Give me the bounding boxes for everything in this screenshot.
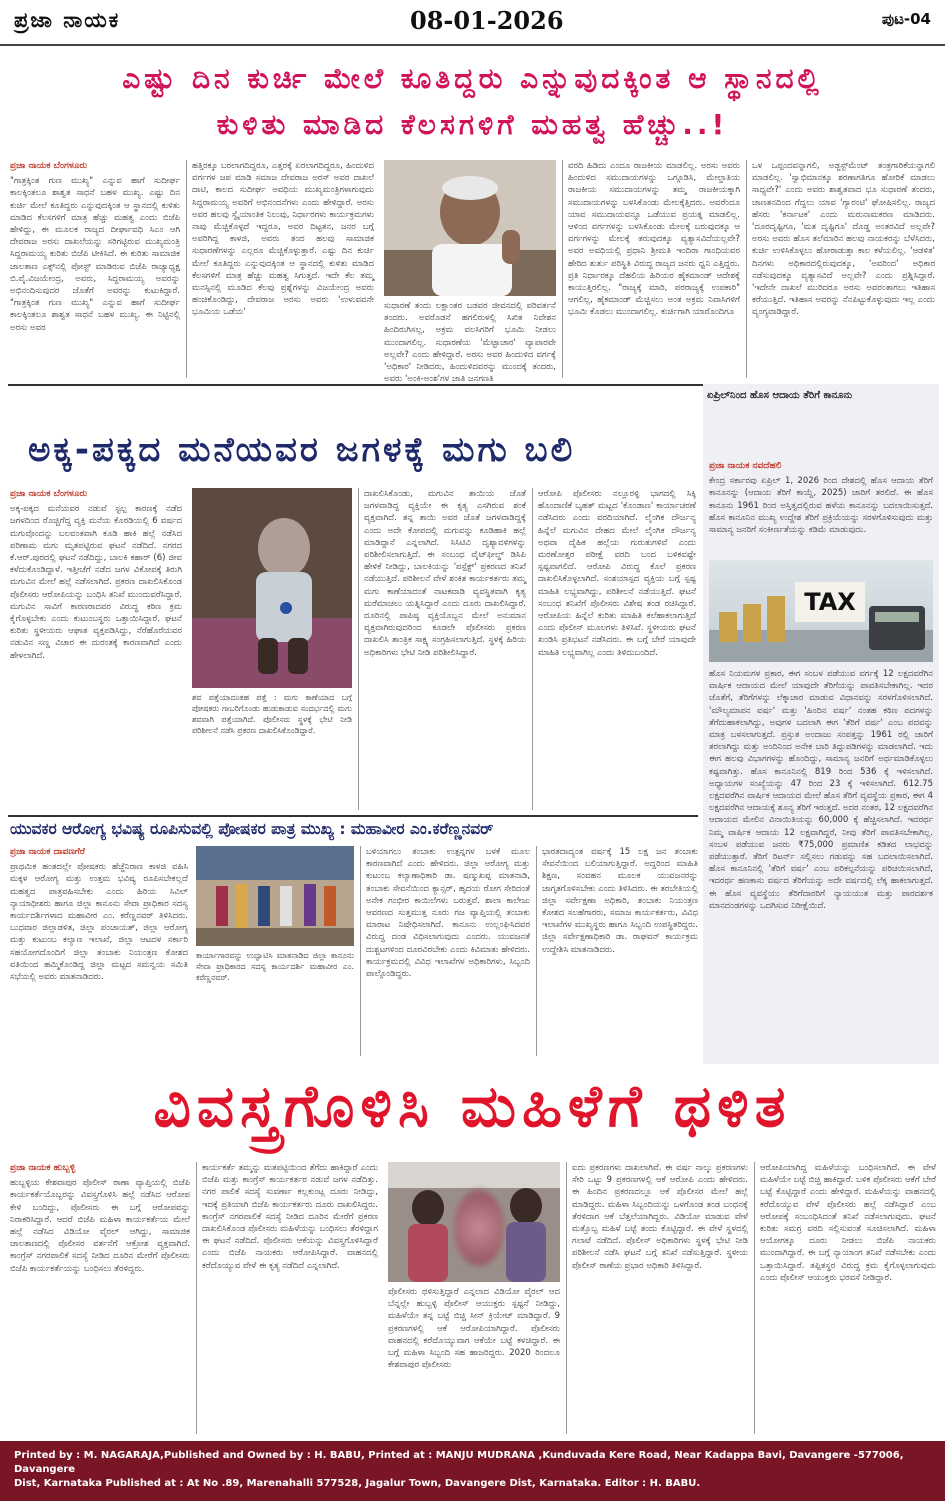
- article4-column-5: [760, 1162, 936, 1434]
- article1-text-col3: ಸುಧಾರಣೆ ತಂದು ಲಕ್ಷಾಂತರ ಬಡವರ ಜೀವನದಲ್ಲಿ ಪರಿವರ್ತನೆ ತಂದರು. ಅವರೊಡನೆ ಹಗಲಿರುಳಲ್ಲಿ ಸಿಖಿತ ನಿವೇಶನ ಹಿಂದಿರುಗಿಸಲ್ಲ, ಅಕ್ರಮ ವಲಸಿಗರಿಗೆ ಭೂಮಿ ನೀಡಲು ಮುಂದಾಗಲಿಲ್ಲ. ಸುಧಾರಣೆಯ 'ಮೆಟ್ಟಾಚಾರ' ವ್ಯಾಪಾರವೇ ಅಲ್ಲವೇ? ಎಂದು ಹೇಳಿದ್ದಾರೆ. ಅರಸು ಅವರ ಹಿಂದುಳಿದ ವರ್ಗಕ್ಕೆ 'ಅಧಿಕಾರ' ನೀಡಿದರು, ಹಿಂದುಳಿದವರನ್ನು ಮುಂದಕ್ಕೆ ತಂದರು, ಅವರು 'ಅಂಕಿ-ಅಂಶ'ಗಳ ಜಾತಿ ಜನಗಣತಿ: [384, 301, 556, 385]
- child-photo-blurred: [192, 488, 352, 688]
- article1-byline: ಪ್ರಜಾ ನಾಯಕ ಬೆಂಗಳೂರು: [10, 161, 88, 171]
- column-divider: [358, 488, 359, 810]
- page-number: ಪುಟ-04: [881, 10, 931, 28]
- tax-text-1: ಕೇಂದ್ರ ಸರ್ಕಾರವು ಏಪ್ರಿಲ್ 1, 2026 ರಿಂದ ದೇಶದಲ್ಲಿ ಹೊಸ ಆದಾಯ ತೆರಿಗೆ ಕಾನೂನನ್ನು (ಆದಾಯ ತೆರಿಗೆ ಕಾಯ್ದೆ, 2025) ಜಾರಿಗೆ ತರಲಿದೆ. ಈ ಹೊಸ ಕಾನೂನು 1961 ರಿಂದ ಅಸ್ತಿತ್ವದಲ್ಲಿರುವ ಹಳೆಯ ಕಾನೂನನ್ನು ಬದಲಾಯಿಸುತ್ತದೆ. ಹೊಸ ಕಾನೂನಿನ ಮುಖ್ಯ ಉದ್ದೇಶ ತೆರಿಗೆ ಪ್ರಕ್ರಿಯೆಯನ್ನು ಸರಳಗೊಳಿಸುವುದು ಮತ್ತು ಸಾಮಾನ್ಯ ಜನರಿಗೆ ಸಂಕೀರ್ಣತೆಯನ್ನು ಕಡಿಮೆ ಮಾಡುವುದು.: [709, 476, 933, 536]
- tax-sidebar-body: [709, 668, 933, 1058]
- column-divider: [196, 1162, 197, 1434]
- article3-photo: [196, 846, 354, 946]
- column-divider: [360, 846, 361, 1056]
- tax-sidebar: [703, 384, 939, 1064]
- article1-text-col2: ಹತ್ತಿರಕ್ಕೂ ಬರಲಾಗದಿದ್ದರೂ, ಎತ್ತರಕ್ಕೆ ಏರಲಾಗದಿದ್ದರೂ, ಹಿಂದುಳಿದ ವರ್ಗಗಳ ಜಪ ಮಾಡಿ ಸಮಾಜ ದೇವರಾಜ ಅರಸ್ ಅವರ ದಾಖಲೆ ದಾಟಿ, ಕಾಲದ ಸುದೀರ್ಘ ಅವಧಿಯ ಮುಖ್ಯಮಂತ್ರಿಗಳಾಗುವುದು ಸಿದ್ದರಾಮಯ್ಯ ಅವರಿಗೆ ಅಭಿನಂದನೆಗಳು ಎಂದು ಹೇಳಿದ್ದಾರೆ. ಅರಸು ಅವರ ಹಲವು ಸ್ವೈಯಾಂತಿಕ ನಿಲುವು, ನಿರ್ಧಾರಗಳು ಕಾರ್ಯಕ್ರಮಗಳು ನಾವು ಮೆಚ್ಚಿಕೊಳ್ಳದೆ ಇದ್ದರೂ, ಅವರ ದಿಟ್ಟತನ, ಜನರ ಬಗ್ಗೆ ಅವರಿಗಿದ್ದ ಕಾಳಜಿ, ಅವರು ತಂದ ಹಲವು ಸಾಮಾಜಿಕ ಸುಧಾರಣೆಗಳನ್ನು ಎಲ್ಲರೂ ಮೆಚ್ಚಿಕೊಳ್ಳುತ್ತಾರೆ. ಎಷ್ಟು ದಿನ ಕುರ್ಚಿ ಮೇಲೆ ಕೂತಿದ್ದರು ಎನ್ನುವುದಕ್ಕಿಂತ ಆ ಸ್ಥಾನದಲ್ಲಿ ಕುಳಿತು ಮಾಡಿದ ಕೆಲಸಗಳಿಗೆ ಮಾತ್ರ ಹೆಚ್ಚು ಮಹತ್ವ ಸಿಗುತ್ತದೆ. ಇದೇ ಕೆಲ ತಮ್ಮ ಮನಸ್ಸಿನಲ್ಲಿ ಮೂಡಿದ ಕೆಲವು ಪ್ರಶ್ನೆಗಳನ್ನು ವಿಜಯೇಂದ್ರ ಅವರು ಹಂಚಿಕೊಂಡಿದ್ದು, ದೇವರಾಜ ಅರಸು ಅವರು 'ಉಳುವವನೇ ಭೂಮಿಯ ಒಡೆಯ': [192, 161, 374, 318]
- article1-column-5: [752, 160, 935, 378]
- masthead: [0, 0, 945, 46]
- column-divider: [566, 1162, 567, 1434]
- tax-image: [709, 560, 933, 662]
- tax-sidebar-title: ಏಪ್ರಿಲ್‌ನಿಂದ ಹೊಸ ಆದಾಯ ತೆರಿಗೆ ಕಾನೂನು: [707, 390, 853, 401]
- section-divider: [8, 815, 698, 817]
- article2-text-col3: ಆರೋಪಿ ಪೊಲೀಸರು ನಲ್ಲೂರಳ್ಳಿ ಭಾಗದಲ್ಲಿ ಸಿಕ್ಕಿ ಹೊಂದಾಣಿಕೆ ಬೃಹತ್ ಮಟ್ಟದ 'ಕೊಂಡಾಣ' ಕಾರ್ಯಾಚರಣೆ ನಡೆಸಿದರು ಎಂದು ವರದಿಯಾಗಿದೆ. ಲೈಂಗಿಕ ದೌರ್ಜನ್ಯ ಹಿನ್ನೆಲೆ ಮಗುವಿನ ದೇಹದ ಮೇಲೆ ಲೈಂಗಿಕ ದೌರ್ಜನ್ಯ ಅಥವಾ ದೈಹಿಕ ಹಲ್ಲೆಯ ಗುರುತುಗಳಿವೆ ಎಂದು ಮರಣೋತ್ತರ ಪರೀಕ್ಷೆ ವರದಿ ಬಂದ ಬಳಿಕವಷ್ಟೇ ಸ್ಪಷ್ಟವಾಗಲಿದೆ. ಆರೋಪಿ ವಿರುದ್ಧ ಕೊಲೆ ಪ್ರಕರಣ ದಾಖಲಿಸಿಕೊಳ್ಳಲಾಗಿದೆ. ಸಂಶಯಾಸ್ಪದ ವ್ಯಕ್ತಿಯ ಬಗ್ಗೆ ಸ್ಪಷ್ಟ ಮಾಹಿತಿ ಲಭ್ಯವಾಗಿದ್ದು, ಪರಿಶೀಲನೆ ನಡೆಯುತ್ತಿದೆ. ಘಟನೆ ಸಂಬಂಧ ತನಿಖೆಗೆ ಪೊಲೀಸರು ವಿಶೇಷ ತಂಡ ರಚಿಸಿದ್ದಾರೆ. ಆರೋಪಿಯ ಹಿನ್ನೆಲೆ ಕುರಿತು ಮಾಹಿತಿ ಕಲೆಹಾಕಲಾಗುತ್ತಿದೆ ಎಂದು ಪೊಲೀಸ್ ಮೂಲಗಳು ತಿಳಿಸಿವೆ. ಸ್ಥಳೀಯರು ಘಟನೆ ಖಂಡಿಸಿ ಪ್ರತಿಭಟನೆ ನಡೆಸಿದರು. ಈ ಬಗ್ಗೆ ಬೇರೆ ಯಾವುದೇ ಮಾಹಿತಿ ಲಭ್ಯವಾಗಿಲ್ಲ ಎಂದು ತಿಳಿದುಬಂದಿದೆ.: [538, 489, 696, 658]
- article2-photo: [192, 488, 352, 688]
- column-divider: [536, 846, 537, 1056]
- article1-column-4: [568, 160, 740, 378]
- article1-text-col1: "ಗಾತ್ರಕ್ಕಿಂತ ಗುಣ ಮುಖ್ಯ" ಎನ್ನುವ ಹಾಗೆ ಸುದೀರ್ಘ ಕಾಲಕ್ಕಿಂತಲೂ ಶಾಶ್ವತ ಸಾಧನೆ ಬಹಳ ಮುಖ್ಯ. ಎಷ್ಟು ದಿನ ಕುರ್ಚಿ ಮೇಲೆ ಕೂತಿದ್ದರು ಎನ್ನುವುದಕ್ಕಿಂತ ಆ ಸ್ಥಾನದಲ್ಲಿ ಕುಳಿತು ಮಾಡಿದ ಕೆಲಸಗಳಿಗೆ ಮಾತ್ರ ಹೆಚ್ಚು ಮಹತ್ವ ಎಂದು ಬಿಜೆಪಿ ಹೇಳಿದ್ದು, ಈ ಮೂಲಕ ರಾಜ್ಯದ ದೀರ್ಘಾವಧಿ ಸಿಎಂ ಆಗಿ ದೇವರಾಜ ಅರಸು ದಾಖಲೆಯನ್ನು ಸರಿಗಟ್ಟಿರುವ ಮುಖ್ಯಮಂತ್ರಿ ಸಿದ್ದರಾಮಯ್ಯ ಕುರಿತು ಬಿಜೆಪಿ ಟೀಕಿಸಿದೆ. ಈ ಕುರಿತು ಸಾಮಾಜಿಕ ಜಾಲತಾಣ ಎಕ್ಸ್‌ನಲ್ಲಿ ಪೋಸ್ಟ್ ಮಾಡಿರುವ ಬಿಜೆಪಿ ರಾಜ್ಯಾಧ್ಯಕ್ಷ ಬಿ.ವೈ.ವಿಜಯೇಂದ್ರ, ಅವರು, ಸಿದ್ದರಾಮಯ್ಯ ಅವರನ್ನು ಅಭಿನಂದಿಸುವುದರ ಜೊತೆಗೆ ಅವರನ್ನು ಕುಟುಕಿದ್ದಾರೆ. "ಗಾತ್ರಕ್ಕಿಂತ ಗುಣ ಮುಖ್ಯ" ಎನ್ನುವ ಹಾಗೆ ಸುದೀರ್ಘ ಕಾಲಕ್ಕಿಂತಲೂ ಶಾಶ್ವತ ಸಾಧನೆ ಬಹಳ ಮುಖ್ಯ. ಈ ನಿಟ್ಟಿನಲ್ಲಿ ಅರಸು ಅವರ: [10, 176, 180, 333]
- issue-date: 08-01-2026: [410, 6, 564, 35]
- article2-column-2: [364, 488, 526, 810]
- article3-column-1: [10, 846, 188, 1056]
- tax-sidebar-intro: [709, 460, 933, 556]
- article4-column-4: [572, 1162, 748, 1434]
- article1-text-col4: ವರದಿ ಹಿಡಿದು ಎಂದೂ ರಾಜಕೀಯ ಮಾಡಲಿಲ್ಲ. ಅರಸು ಅವರು ಹಿಂದುಳಿದ ಸಮುದಾಯಗಳನ್ನು ಒಗ್ಗೂಡಿಸಿ, ಮೇಲ್ಜಾತಿಯ ರಾಜಕೀಯ ಸಮುದಾಯಗಳನ್ನು ತಮ್ಮ ರಾಜಕೀಯಕ್ಕಾಗಿ ಸಮುದಾಯಗಳನ್ನು ಬಳಸಿಕೊಂಡು ಮೇಲಕ್ಕೆತ್ತಿದರು. ಅವರೆಂದೂ ಯಾವ ಸಮುದಾಯವನ್ನೂ ಒಡೆಯುವ ಪ್ರಯತ್ನ ಮಾಡಲಿಲ್ಲ. ಆಳಿಂದ ವರ್ಗಗಳನ್ನು ಬಳಸಿಕೊಂಡು ಮೇಲಕ್ಕೆ ಬರುವುದಕ್ಕೂ ಆ ವರ್ಗಗಳನ್ನು ಮೇಲಕ್ಕೆ ತರುವುದಕ್ಕೂ ವ್ಯತ್ಯಾಸವಿದೆಯಲ್ಲವೇ? ಅವರ ಅವಧಿಯಲ್ಲಿ ಪ್ರಧಾನಿ ಶ್ರೀಮತಿ ಇಂದಿರಾ ಗಾಂಧಿಯವರ ಹೇರಿದ ತುರ್ತು ಪರಿಸ್ಥಿತಿ ವಿರುದ್ಧ ರಾಜ್ಯದ ಜನರು ಧ್ವನಿ ಎತ್ತಿದ್ದರು. ಪ್ರತಿ ನಿರ್ಧಾರಕ್ಕೂ ದೆಹಲಿಯ ಹಿರಿಯರ ಹೈಕಮಾಂಡ್ ಆದೇಶಕ್ಕೆ ಕಾಯುತ್ತಿರಲಿಲ್ಲ. "ರಾಜ್ಯಕ್ಕೆ ಮಾರಿ, ಪರರಾಜ್ಯಕ್ಕೆ ಉಪಕಾರಿ" ಆಗಲಿಲ್ಲ, ಹೈಕಮಾಂಡ್ ಮೆಚ್ಚಿಸಲು ಅಂತ ಅಕ್ರಮ ನಿವಾಸಿಗಳಿಗೆ ಭೂಮಿ ಕೊಡಲು ಮುಂದಾಗಲಿಲ್ಲ. ಕುರ್ಚಿಗಾಗಿ ಯಾರೊಂದಿಗೂ: [568, 161, 740, 318]
- article3-photo-caption: ಕಾರ್ಯಾಗಾರವನ್ನು ಉದ್ಘಾಟಿಸಿ ಮಾತನಾಡಿದ ಜಿಲ್ಲಾ ಕಾನೂನು ಸೇವಾ ಪ್ರಾಧಿಕಾರದ ಸದಸ್ಯ ಕಾರ್ಯದರ್ಶಿ ಮಹಾವೀರ ಎಂ. ಕರೆಣ್ಣನವರ್.: [196, 951, 354, 982]
- article3-text-col2: ಬಳಿಯಾಗಲು ತಂಬಾಕು ಉತ್ಪನ್ನಗಳ ಬಳಕೆ ಮೂಲ ಕಾರಣವಾಗಿದೆ ಎಂದು ಹೇಳಿದರು. ಜಿಲ್ಲಾ ಆರೋಗ್ಯ ಮತ್ತು ಕುಟುಂಬ ಕಲ್ಯಾಣಾಧಿಕಾರಿ ಡಾ. ಷಣ್ಮುಖಪ್ಪ ಮಾತನಾಡಿ, ತಂಬಾಕು ಸೇವನೆಯಿಂದ ಕ್ಯಾನ್ಸರ್, ಹೃದಯ ರೋಗ ಸೇರಿದಂತೆ ಅನೇಕ ಗಂಭೀರ ಕಾಯಿಲೆಗಳು ಬರುತ್ತವೆ. ಶಾಲಾ ಕಾಲೇಜು ಆವರಣದ ಸುತ್ತಮುತ್ತ ನೂರು ಗಜ ವ್ಯಾಪ್ತಿಯಲ್ಲಿ ತಂಬಾಕು ಮಾರಾಟ ನಿಷೇಧಿಸಲಾಗಿದೆ. ಕಾನೂನು ಉಲ್ಲಂಘಿಸಿದವರ ವಿರುದ್ಧ ದಂಡ ವಿಧಿಸಲಾಗುವುದು ಎಂದರು. ಯುವಜನತೆ ದುಶ್ಚಟಗಳಿಂದ ದೂರವಿರಬೇಕು ಎಂದು ಕಿವಿಮಾತು ಹೇಳಿದರು. ಕಾರ್ಯಕ್ರಮದಲ್ಲಿ ವಿವಿಧ ಇಲಾಖೆಗಳ ಅಧಿಕಾರಿಗಳು, ಸಿಬ್ಬಂದಿ ಪಾಲ್ಗೊಂಡಿದ್ದರು.: [366, 847, 530, 980]
- article2-text-col1: ಅಕ್ಕ-ಪಕ್ಕದ ಮನೆಯವರ ನಡುವೆ ಸ್ಟಲ್ಪ ಕಾರಣಕ್ಕೆ ನಡೆದ ಜಗಳದಿಂದ ರೊಚ್ಚಿಗೆದ್ದ ವ್ಯಕ್ತಿ ಮನೆಯ ಕೊಠಡಿಯಲ್ಲಿ 6 ವರ್ಷದ ಮಗುವೊಂದನ್ನು ಬಲವಂತವಾಗಿ ಕೂಡಿ ಹಾಕಿ ಹಲ್ಲೆ ನಡೆಸಿದ ಪರಿಣಾಮ ಮಗು ಮೃತಪಟ್ಟಿರುವ ಘಟನೆ ನಡೆದಿದೆ. ನಗರದ ಕೆ.ಆರ್.ಪುರದಲ್ಲಿ ಘಟನೆ ನಡೆದಿದ್ದು, ಬಾಲಕಿ ಕಹಾರ್ (6) ಜೀವ ಕಳೆದುಕೊಂಡಿದ್ದಾಳೆ. ಇತ್ತೀಚೆಗೆ ನಡೆದ ಜಗಳ ವಿಕೋಪಕ್ಕೆ ತಿರುಗಿ ಮಗುವಿನ ಮೇಲೆ ಹಲ್ಲೆ ನಡೆಸಲಾಗಿದೆ. ಪ್ರಕರಣ ದಾಖಲಿಸಿಕೊಂಡ ಪೊಲೀಸರು ಆರೋಪಿಯನ್ನು ಬಂಧಿಸಿ ತನಿಖೆ ಮುಂದುವರೆಸಿದ್ದಾರೆ. ಮಗುವಿನ ಸಾವಿಗೆ ಕಾರಣರಾದವರ ವಿರುದ್ಧ ಕಠಿಣ ಕ್ರಮ ಕೈಗೊಳ್ಳಬೇಕು ಎಂದು ಕುಟುಂಬಸ್ಥರು ಒತ್ತಾಯಿಸಿದ್ದಾರೆ. ಘಟನೆ ಕುರಿತು ಸ್ಥಳೀಯರು ಆಘಾತ ವ್ಯಕ್ತಪಡಿಸಿದ್ದು, ನೆರೆಹೊರೆಯವರ ನಡುವಿನ ಸಣ್ಣ ವಿಚಾರ ಈ ದುರಂತಕ್ಕೆ ಕಾರಣವಾಗಿದೆ ಎಂದು ಹೇಳಲಾಗಿದೆ.: [10, 504, 182, 661]
- imprint-footer: [0, 1441, 945, 1501]
- article2-headline: ಅಕ್ಕ-ಪಕ್ಕದ ಮನೆಯವರ ಜಗಳಕ್ಕೆ ಮಗು ಬಲಿ: [28, 430, 576, 470]
- article2-column-1: [10, 488, 182, 810]
- column-divider: [186, 160, 187, 378]
- article4-text-col5: ಆರೋಪಿಯಾಗಿದ್ದ ಮಹಿಳೆಯನ್ನು ಬಂಧಿಸಲಾಗಿದೆ. ಈ ವೇಳೆ ಮಹಿಳೆಯೇ ಬಟ್ಟೆ ಬಿಚ್ಚಿ ಹಾಕಿದ್ದಾರೆ. ಬಳಿಕ ಪೊಲೀಸರು ಆಕೆಗೆ ಬೇರೆ ಬಟ್ಟೆ ಕೊಟ್ಟಿದ್ದಾರೆ ಎಂದು ಹೇಳಿದ್ದಾರೆ. ಮಹಿಳೆಯನ್ನು ವಾಹನದಲ್ಲಿ ಕರೆದೊಯ್ಯುವ ವೇಳೆ ಪೊಲೀಸರು ಹಲ್ಲೆ ನಡೆಸಿದ್ದಾರೆ ಎಂಬ ಆರೋಪಕ್ಕೆ ಸಂಬಂಧಿಸಿದಂತೆ ತನಿಖೆ ನಡೆಸಲಾಗುವುದು. ಘಟನೆ ಕುರಿತು ಸಮಗ್ರ ವರದಿ ಸಲ್ಲಿಸುವಂತೆ ಸೂಚಿಸಲಾಗಿದೆ. ಮಹಿಳಾ ಆಯೋಗಕ್ಕೂ ದೂರು ನೀಡಲು ಬಿಜೆಪಿ ನಾಯಕರು ಮುಂದಾಗಿದ್ದಾರೆ. ಈ ಬಗ್ಗೆ ನ್ಯಾಯಾಂಗ ತನಿಖೆ ನಡೆಸಬೇಕು ಎಂದು ಒತ್ತಾಯಿಸಿದ್ದಾರೆ. ತಪ್ಪಿತಸ್ಥರ ವಿರುದ್ಧ ಕ್ರಮ ಕೈಗೊಳ್ಳಲಾಗುವುದು ಎಂದು ಪೊಲೀಸ್ ಆಯುಕ್ತರು ಭರವಸೆ ನೀಡಿದ್ದಾರೆ.: [760, 1163, 936, 1283]
- tax-label-sign: TAX: [795, 582, 865, 622]
- article4-text-col4: ಐದು ಪ್ರಕರಣಗಳು ದಾಖಲಾಗಿವೆ. ಈ ವರ್ಷ ನಾಲ್ಕು ಪ್ರಕರಣಗಳು ಸೇರಿ ಒಟ್ಟು 9 ಪ್ರಕರಣಗಳಲ್ಲಿ ಆಕೆ ಆರೋಪಿ ಎಂದು ಹೇಳಿದರು. ಈ ಹಿಂದಿನ ಪ್ರಕರಣದಲ್ಲೂ ಆಕೆ ಪೊಲೀಸರ ಮೇಲೆ ಹಲ್ಲೆ ಮಾಡಿದ್ದರು. ಮಹಿಳಾ ಸಿಬ್ಬಂದಿಯನ್ನು ಒಳಗೊಂಡ ತಂಡ ಬಂಧನಕ್ಕೆ ತೆರಳಿದಾಗ ಆಕೆ ಬೆತ್ತಲೆಯಾಗಿದ್ದರು. ವಿಡಿಯೋ ಮಾಡುವ ವೇಳೆ ಮತ್ತೊಬ್ಬ ಮಹಿಳೆ ಬಟ್ಟೆ ತಂದು ಕೊಟ್ಟಿದ್ದಾರೆ. ಈ ವೇಳೆ ಸ್ಥಳದಲ್ಲಿ ಗಲಾಟೆ ನಡೆದಿದೆ. ಪೊಲೀಸ್ ಅಧಿಕಾರಿಗಳು ಸ್ಥಳಕ್ಕೆ ಭೇಟಿ ನೀಡಿ ಪರಿಶೀಲನೆ ನಡೆಸಿ ಘಟನೆ ಬಗ್ಗೆ ತನಿಖೆ ನಡೆಸುತ್ತಿದ್ದಾರೆ. ಸ್ಥಳೀಯ ಪೊಲೀಸ್ ಠಾಣೆಯ ಪ್ರಭಾರ ಅಧಿಕಾರಿ ತಿಳಿಸಿದ್ದಾರೆ.: [572, 1163, 748, 1271]
- article4-column-1: [10, 1162, 190, 1434]
- article3-column-2: [366, 846, 530, 1056]
- article2-photo-caption: ಶವ ಪತ್ತೆಯಾದಂತಹ ಪತ್ತೆ : ಮಗು ಕಾಣೆಯಾದ ಬಗ್ಗೆ ಪೋಷಕರು ಗಾಬರಿಗೊಂಡು ಹುಡುಕಾಡುವ ಸಂದರ್ಭದಲ್ಲಿ ಮಗು ಶವವಾಗಿ ಪತ್ತೆಯಾಗಿದೆ. ಪೊಲೀಸರು ಸ್ಥಳಕ್ಕೆ ಭೇಟಿ ನೀಡಿ ಪರಿಶೀಲನೆ ನಡೆಸಿ ಪ್ರಕರಣ ದಾಖಲಿಸಿಕೊಂಡಿದ್ದಾರೆ.: [192, 693, 352, 735]
- blurred-region: [454, 1190, 504, 1266]
- imprint-line-1: Printed by : M. NAGARAJA,Published and Owned by : H. BABU, Printed at : MANJU MUDRANA ,Kunduvada Kere Road, Near Kadappa Bavi, Davangere -577006, Davangere: [14, 1450, 904, 1475]
- article4-text-col3: ಪೊಲೀಸರು ಥಳಿಸುತ್ತಿದ್ದಾರೆ ಎನ್ನಲಾದ ವಿಡಿಯೋ ವೈರಲ್ ಆದ ಬೆನ್ನಲ್ಲೇ ಹುಬ್ಬಳ್ಳಿ ಪೊಲೀಸ್ ಆಯುಕ್ತರು ಸ್ಪಷ್ಟನೆ ನೀಡಿದ್ದು, ಮಹಿಳೆಯೇ ತನ್ನ ಬಟ್ಟೆ ಬಿಚ್ಚಿ ಸೀನ್ ಕ್ರಿಯೇಟ್ ಮಾಡಿದ್ದಾರೆ. 9 ಪ್ರಕರಣಗಳಲ್ಲಿ ಆಕೆ ಆರೋಪಿಯಾಗಿದ್ದಾರೆ. ಪೊಲೀಸರು ವಾಹನದಲ್ಲಿ ಕರೆದೊಯ್ಯುವಾಗ ಆಕೆಯೇ ಬಟ್ಟೆ ಕಳಚಿದ್ದಾರೆ. ಈ ಬಗ್ಗೆ ಮಹಿಳಾ ಸಿಬ್ಬಂದಿ ಸಹ ಹಾಜರಿದ್ದರು. 2020 ರಿಂದಲೂ ಕೇಶವಾಪುರ ಪೊಲೀಸರು: [388, 1287, 560, 1371]
- article2-text-col2: ದಾಖಲಿಸಿಕೊಂಡು, ಮಗುವಿನ ತಾಯಿಯ ಜೊತೆ ಜಗಳವಾಡಿದ್ದ ವ್ಯಕ್ತಿಯೇ ಈ ಕೃತ್ಯ ಎಸಗಿರುವ ಶಂಕೆ ವ್ಯಕ್ತವಾಗಿದೆ. ತನ್ನ ತಾಯಿ ಅವರ ಜೊತೆ ಜಗಳವಾಡಿದ್ದಕ್ಕೆ ಎಂದು ಅದೇ ಕೋಪದಲ್ಲಿ ಮಗುವನ್ನು ಕೂಡಿಹಾಕಿ ಹಲ್ಲೆ ಮಾಡಿದ್ದಾನೆ ಎನ್ನಲಾಗಿದೆ. ಸಿಸಿಟಿವಿ ದೃಶ್ಯಾವಳಿಗಳನ್ನು ಪರಿಶೀಲಿಸಲಾಗುತ್ತಿದೆ. ಈ ಸಂಬಂಧ ವೈಟ್‌ಫೀಲ್ಡ್ ಡಿಸಿಪಿ ಹೇಳಿಕೆ ನೀಡಿದ್ದು, ಬಾಲಕಿಯನ್ನು 'ಪಸ್ಪೆಕ್ಟ್' ಪ್ರಕರಣದ ತನಿಖೆ ನಡೆಯುತ್ತಿದೆ. ಪರಿಶೀಲನೆ ವೇಳೆ ಶಂಕಿತ ಕಾರ್ಯಕರ್ತರು ತಮ್ಮ ಮಗು ಕಾಣೆಯಾದಂತೆ ನಾಟಕವಾಡಿ ವ್ಯವಸ್ಥಿತವಾಗಿ ಕೃತ್ಯ ಮರೆಮಾಚಲು ಯತ್ನಿಸಿದ್ದಾರೆ ಎಂದು ದೂರು ದಾಖಲಿಸಿದ್ದಾರೆ. ದೂರಿನಲ್ಲಿ ಪಾಪಿಷ್ಠ ವ್ಯಕ್ತಿಯೊಬ್ಬನ ಮೇಲೆ ಅನುಮಾನ ವ್ಯಕ್ತವಾಗಿರುವುದರಿಂದ ಕೂಡಲೇ ಪೊಲೀಸರು ಪ್ರಕರಣ ದಾಖಲಿಸಿ ತಾಂತ್ರಿಕ ಸಾಕ್ಷ್ಯ ಸಂಗ್ರಹಿಸಲಾಗುತ್ತಿದೆ. ಸ್ಥಳಕ್ಕೆ ಹಿರಿಯ ಅಧಿಕಾರಿಗಳು ಭೇಟಿ ನೀಡಿ ಪರಿಶೀಲಿಸಿದ್ದಾರೆ.: [364, 489, 526, 658]
- article3-text-col1: ಪ್ರಾಥಮಿಕ ಹಂತದಲ್ಲೇ ಪೋಷಕರು ಹೆಜ್ಜೆನಿರಾಣ ಕಾಳಜಿ ವಹಿಸಿ ಮಕ್ಕಳ ಆರೋಗ್ಯ ಮತ್ತು ಉತ್ತಮ ಭವಿಷ್ಯ ರೂಪಿಸಬೇಕಲ್ಲದೆ ಮಹತ್ವದ ಪಾತ್ರವಹಿಸಬೇಕು ಎಂದು ಹಿರಿಯ ಸಿವಿಲ್ ನ್ಯಾಯಾಧೀಶರು ಹಾಗೂ ಜಿಲ್ಲಾ ಕಾನೂನು ಸೇವಾ ಪ್ರಾಧಿಕಾರ ಸದಸ್ಯ ಕಾರ್ಯದರ್ಶಿಗಳಾದ ಮಹಾವೀರ ಎಂ. ಕರೆಣ್ಣನವರ್ ತಿಳಿಸಿದರು. ಬುಧವಾರ ಜಿಲ್ಲಾಡಳಿತ, ಜಿಲ್ಲಾ ಪಂಚಾಯತ್, ಜಿಲ್ಲಾ ಆರೋಗ್ಯ ಮತ್ತು ಕುಟುಂಬ ಕಲ್ಯಾಣ ಇಲಾಖೆ, ಜಿಲ್ಲಾ ಆಟದಳ ಸರ್ಕಾರಿ ಸಹಯೋಗದೊಂದಿಗೆ ಜಿಲ್ಲಾ ತಂಬಾಕು ನಿಯಂತ್ರಣ ಕೋಶದ ವತಿಯಿಂದ ಹಮ್ಮಿಕೊಂಡಿದ್ದ ಜಿಲ್ಲಾ ಮಟ್ಟದ ಸಮನ್ವಯ ಸಮಿತಿ ಸಭೆಯಲ್ಲಿ ಅವರು ಮಾತನಾಡಿದರು.: [10, 862, 188, 983]
- article2-byline: ಪ್ರಜಾ ನಾಯಕ ಬೆಂಗಳೂರು: [10, 489, 88, 499]
- imprint-line-2: Dist, Karnataka Published at : At No .89, Marenahalli 577528, Jagalur Town, Davangere Dist, Karnataka. Editor : H. BABU.: [14, 1478, 701, 1489]
- person-portrait-image: [384, 160, 556, 296]
- tax-sidebar-byline: ಪ್ರಜಾ ನಾಯಕ ನವದೆಹಲಿ: [709, 461, 782, 471]
- article1-column-3: [384, 300, 556, 385]
- column-divider: [746, 160, 747, 378]
- tax-text-2: ಹೊಸ ನಿಯಮಗಳ ಪ್ರಕಾರ, ಈಗ ಸಂಬಳ ಪಡೆಯುವ ವರ್ಗಕ್ಕೆ 12 ಲಕ್ಷದವರೆಗಿನ ವಾರ್ಷಿಕ ಆದಾಯದ ಮೇಲೆ ಯಾವುದೇ ತೆರಿಗೆಯನ್ನು ಪಾವತಿಸಬೇಕಾಗಿಲ್ಲ. ಇದರ ಜೊತೆಗೆ, ತೆರಿಗೆಗಳನ್ನು ಲೆಕ್ಕಾಚಾರ ಮಾಡುವ ವಿಧಾನವನ್ನು ಸರಳಗೊಳಿಸಲಾಗಿದೆ. 'ಮೌಲ್ಯಮಾಪನ ವರ್ಷ' ಮತ್ತು 'ಹಿಂದಿನ ವರ್ಷ' ನಂತಹ ಕಠಿಣ ಪದಗಳನ್ನು ತೆಗೆದುಹಾಕಲಾಗಿದ್ದು, ಅವುಗಳ ಬದಲಾಗಿ ಈಗ 'ತೆರಿಗೆ ವರ್ಷ' ಎಂಬ ಪದವನ್ನು ಮಾತ್ರ ಬಳಸಲಾಗುತ್ತದೆ. ಪ್ರಸ್ತುತ ಅಂದಾಜು ಸಂಪತ್ತನ್ನು 1961 ರಲ್ಲಿ ಜಾರಿಗೆ ತರಲಾಗಿದ್ದು ಮತ್ತು ಅಂದಿನಿಂದ ಅನೇಕ ಬಾರಿ ತಿದ್ದುಪಡಿಗಳನ್ನು ಮಾಡಲಾಗಿದೆ. ಇದು ಈಗ ಹಲವು ವಿಭಾಗಗಳನ್ನು ಹೊಂದಿದ್ದು, ಸಾಮಾನ್ಯ ಜನರಿಗೆ ಅರ್ಥಮಾಡಿಕೊಳ್ಳಲು ಕಷ್ಟವಾಗಿತ್ತು. ಹೊಸ ಕಾನೂನಿನಲ್ಲಿ 819 ರಿಂದ 536 ಕ್ಕೆ ಇಳಿಸಲಾಗಿದೆ. ಅಧ್ಯಾಯಗಳ ಸಂಖ್ಯೆಯನ್ನು 47 ರಿಂದ 23 ಕ್ಕೆ ಇಳಿಸಲಾಗಿದೆ. 612.75 ಲಕ್ಷದವರೆಗಿನ ವಾರ್ಷಿಕ ಆದಾಯದ ಮೇಲೆ ಹೊಸ ತೆರಿಗೆ ವ್ಯವಸ್ಥೆಯ ಪ್ರಕಾರ, ಈಗ 4 ಲಕ್ಷದವರೆಗಿನ ಆದಾಯಕ್ಕೆ ಶೂನ್ಯ ತೆರಿಗೆ ಇರುತ್ತದೆ. ಅದರ ನಂತರ, 12 ಲಕ್ಷದವರೆಗಿನ ಆದಾಯದ ಮೇಲಿನ ವಿನಾಯಿತಿಯನ್ನು 60,000 ಕ್ಕೆ ಹೆಚ್ಚಿಸಲಾಗಿದೆ. ಇದರರ್ಥ ನಿಮ್ಮ ವಾರ್ಷಿಕ ಆದಾಯ 12 ಲಕ್ಷವಾಗಿದ್ದರೆ, ನೀವು ತೆರಿಗೆ ಪಾವತಿಸಬೇಕಾಗಿಲ್ಲ. ಸಂಬಳ ಪಡೆಯುವ ಜನರು ₹75,000 ಪ್ರಮಾಣಿತ ಕಡಿತದ ಲಾಭವನ್ನು ಪಡೆಯುತ್ತಾರೆ. ತೆರಿಗೆ ರಿಟರ್ನ್ ಸಲ್ಲಿಸಲು ಗಡುವನ್ನು ಸಹ ಬದಲಾಯಿಸಲಾಗಿದೆ. ಹೊಸ ಕಾನೂನಿನಲ್ಲಿ 'ತೆರಿಗೆ ವರ್ಷ' ಎಂಬ ಪರಿಕಲ್ಪನೆಯನ್ನು ಪರಿಚಯಿಸಲಾಗಿದೆ, ಇದರರ್ಥ ಹಣಕಾಸು ವರ್ಷದ ತೆರಿಗೆಯನ್ನು ಅದೇ ವರ್ಷದಲ್ಲಿ ಲೆಕ್ಕ ಹಾಕಲಾಗುತ್ತದೆ. ಈ ಹೊಸ ವ್ಯವಸ್ಥೆಯು ತೆರಿಗೆದಾರರಿಗೆ ನ್ಯಾಯಯುತ ಮತ್ತು ಪಾರದರ್ಶಕ ಮಾನದಂಡಗಳನ್ನು ಒದಗಿಸುವ ನಿರೀಕ್ಷೆಯಿದೆ.: [709, 669, 933, 911]
- column-divider: [562, 160, 563, 378]
- article1-headline-line2: ಕುಳಿತು ಮಾಡಿದ ಕೆಲಸಗಳಿಗೆ ಮಹತ್ವ ಹೆಚ್ಚು..!: [216, 108, 729, 141]
- article3-headline: ಯುವಕರ ಆರೋಗ್ಯ ಭವಿಷ್ಯ ರೂಪಿಸುವಲ್ಲಿ ಪೋಷಕರ ಪಾತ್ರ ಮುಖ್ಯ : ಮಹಾವೀರ ಎಂ.ಕರೆಣ್ಣನವರ್: [10, 820, 494, 838]
- article4-column-3: [388, 1286, 560, 1434]
- article4-photo: [388, 1162, 560, 1282]
- newspaper-name: ಪ್ರಜಾ ನಾಯಕ: [14, 8, 121, 32]
- event-photo-image: [196, 846, 354, 946]
- article3-text-col3: ಭಾರತದಾದ್ಯಂತ ವರ್ಷಕ್ಕೆ 15 ಲಕ್ಷ ಜನ ತಂಬಾಕು ಸೇವನೆಯಿಂದ ಬಲಿಯಾಗುತ್ತಿದ್ದಾರೆ. ಅದ್ದರಿಂದ ಮಾಹಿತಿ ಶಿಕ್ಷಣ, ಸಂವಹನ ಮೂಲಕ ಯುವಜನರನ್ನು ಜಾಗೃತಗೊಳಿಸಬೇಕು ಎಂದು ತಿಳಿಸಿದರು. ಈ ತರಬೇತಿಯಲ್ಲಿ ಜಿಲ್ಲಾ ಸರ್ವೇಕ್ಷಣಾ ಅಧಿಕಾರಿ, ತಂಬಾಕು ನಿಯಂತ್ರಣ ಕೋಶದ ಸಲಹೆಗಾರರು, ಸಮಾಜ ಕಾರ್ಯಕರ್ತರು, ವಿವಿಧ ಇಲಾಖೆಗಳ ಮುಖ್ಯಸ್ಥರು ಹಾಗೂ ಸಿಬ್ಬಂದಿ ಉಪಸ್ಥಿತರಿದ್ದರು. ಜಿಲ್ಲಾ ಸರ್ವೇಕ್ಷಣಾಧಿಕಾರಿ ಡಾ. ರಾಘವನ್ ಕಾರ್ಯಕ್ರಮ ಉದ್ದೇಶಿಸಿ ಮಾತನಾಡಿದರು.: [542, 847, 698, 955]
- article4-column-2: [202, 1162, 378, 1434]
- column-divider: [754, 1162, 755, 1434]
- article1-text-col5: ಒಳ ಒಪ್ಪಂದವನ್ನಾಗಲಿ, ಅಡ್ಜಸ್ಟ್‌ಮೆಂಟ್ ತಂತ್ರಗಾರಿಕೆಯನ್ನಾಗಲಿ ಮಾಡಲಿಲ್ಲ. 'ಸ್ವಾಭಿಮಾನಕ್ಕೂ ಶರಣಾಗತಿಗೂ ಹೋರಿಕೆ ಮಾಡಲು ಸಾಧ್ಯವೇ?' ಎಂದು ಅವರು ಶಾಶ್ವತವಾದ ಭೂ ಸುಧಾರಣೆ ತಂದರು, ಜಾಣತನದಿಂದ ಗೆದ್ದಲು ಯಾವ 'ಗ್ಯಾರಂಟಿ' ಘೋಷಿಸಲಿಲ್ಲ. ರಾಜ್ಯದ ಹೆಸರು 'ಕರ್ನಾಟಕ' ಎಂದು ಮರುನಾಮಕರಣ ಮಾಡಿದರು. 'ದೂರದೃಷ್ಟಿಗೂ, 'ಮತ ದೃಷ್ಟಿಗೂ' ದೊಡ್ಡ ಅಂತರವಿದೆ ಅಲ್ಲವೇ? ಅರಸು ಅವರು ಹೊಸ ತಲೆಮಾರಿನ ಹಲವು ನಾಯಕರನ್ನು ಬೆಳೆಸಿದರು, ಕುರ್ಚಿ ಉಳಿಸಿಕೊಳ್ಳಲು ಹೋರಾಡುತ್ತಾ ಕಾಲ ಕಳೆಯಲಿಲ್ಲ. 'ಆಡಳಿತ' ದಿನಗಳು ಅಧಿಕಾರದಲ್ಲಿರುವುದಕ್ಕೂ, 'ಅವರಿಂದ' ಅಧಿಕಾರ ನಡೆಸುವುದಕ್ಕೂ ವ್ಯತ್ಯಾಸವಿದೆ ಅಲ್ಲವೇ? ಎಂದು ಪ್ರಶ್ನಿಸಿದ್ದಾರೆ. 'ಇದೇನೇ ದಾಖಲೆ ಮುರಿದರೂ ಅರಸು ಅವರಂತಾಗಲು ಇತಿಹಾಸ ಕರೆಯುತ್ತಿದೆ. ಇತಿಹಾಸ ಅವರನ್ನು ನೆನಪಿಟ್ಟುಕೊಳ್ಳುವುದು ಇಲ್ಲ ಎಂದು ವ್ಯಂಗ್ಯವಾಡಿದ್ದಾರೆ.: [752, 161, 935, 318]
- article1-column-1: [10, 160, 180, 378]
- article4-text-col2: ಕಾರ್ಯಕರ್ತೆ ತಮ್ಮನ್ನು ಮತಪಟ್ಟಿಯಿಂದ ತೆಗೆದು ಹಾಕಿದ್ದಾರೆ ಎಂದು ಬಿಜೆಪಿ ಮತ್ತು ಕಾಂಗ್ರೆಸ್ ಕಾರ್ಯಕರ್ತರ ನಡುವೆ ಜಗಳ ನಡೆದಿತ್ತು. ನಗರ ಪಾಲಿಕೆ ಸದಸ್ಯೆ ಸುವರ್ಣಾ ಕಲ್ಲಕುಂಟ್ಲ ದೂರು ನೀಡಿದ್ದು, ಇದಕ್ಕೆ ಪ್ರತಿಯಾಗಿ ಬಿಜೆಪಿ ಕಾರ್ಯಕರ್ತರು ದೂರು ದಾಖಲಿಸಿದ್ದರು. ಕಾಂಗ್ರೆಸ್ ನಗರಪಾಲಿಕೆ ಸದಸ್ಯೆ ನೀಡಿದ ದೂರಿನ ಮೇರೆಗೆ ಪ್ರಕರಣ ದಾಖಲಿಸಿಕೊಂಡ ಪೊಲೀಸರು ಮಹಿಳೆಯನ್ನು ಬಂಧಿಸಲು ತೆರಳಿದ್ದಾಗ ಈ ಘಟನೆ ನಡೆದಿದೆ. ಪೊಲೀಸರು ಆಕೆಯನ್ನು ವಿವಸ್ತ್ರಗೊಳಿಸಿದ್ದಾರೆ ಎಂದು ಬಿಜೆಪಿ ನಾಯಕರು ಆರೋಪಿಸಿದ್ದಾರೆ. ವಾಹನದಲ್ಲಿ ಕರೆದೊಯ್ಯುವ ವೇಳೆ ಈ ಕೃತ್ಯ ನಡೆದಿದೆ ಎನ್ನಲಾಗಿದೆ.: [202, 1163, 378, 1271]
- article2-column-3: [538, 488, 696, 810]
- article3-byline: ಪ್ರಜಾ ನಾಯಕ ದಾವಣಗೆರೆ: [10, 847, 86, 857]
- article4-text-col1: ಹುಬ್ಬಳ್ಳಿಯ ಕೇಶವಾಪುರ ಪೊಲೀಸ್ ಠಾಣಾ ವ್ಯಾಪ್ತಿಯಲ್ಲಿ ಬಿಜೆಪಿ ಕಾರ್ಯಕರ್ತೆಯೊಬ್ಬರನ್ನು ವಿವಸ್ತ್ರಗೊಳಿಸಿ ಹಲ್ಲೆ ನಡೆಸಿದ ಆರೋಪ ಕೇಳಿ ಬಂದಿದ್ದು, ಪೊಲೀಸರು ಈ ಬಗ್ಗೆ ಆರೋಪವನ್ನು ನಿರಾಕರಿಸಿದ್ದಾರೆ. ಆದರೆ ಬಿಜೆಪಿ ಮಹಿಳಾ ಕಾರ್ಯಕರ್ತೆಯ ಮೇಲೆ ಹಲ್ಲೆ ನಡೆಸಿದ ವಿಡಿಯೋ ವೈರಲ್ ಆಗಿದ್ದು, ಸಾಮಾಜಿಕ ಜಾಲತಾಣದಲ್ಲಿ ಪೊಲೀಸರ ವರ್ತನೆಗೆ ಆಕ್ರೋಶ ವ್ಯಕ್ತವಾಗಿದೆ. ಕಾಂಗ್ರೆಸ್ ನಗರಪಾಲಿಕೆ ಸದಸ್ಯೆ ನೀಡಿದ ದೂರಿನ ಮೇರೆಗೆ ಪೊಲೀಸರು ಬಿಜೆಪಿ ಕಾರ್ಯಕರ್ತೆಯನ್ನು ಬಂಧಿಸಲು ತೆರಳಿದ್ದರು.: [10, 1178, 190, 1274]
- article1-column-2: [192, 160, 374, 378]
- article3-column-3: [542, 846, 698, 1056]
- article1-photo: [384, 160, 556, 296]
- article4-byline: ಪ್ರಜಾ ನಾಯಕ ಹುಬ್ಬಳ್ಳಿ: [10, 1163, 76, 1173]
- column-divider: [532, 488, 533, 810]
- article1-headline-line1: ಎಷ್ಟು ದಿನ ಕುರ್ಚಿ ಮೇಲೆ ಕೂತಿದ್ದರು ಎನ್ನುವುದಕ್ಕಿಂತ ಆ ಸ್ಥಾನದಲ್ಲಿ: [122, 62, 823, 95]
- article4-headline: ವಿವಸ್ತ್ರಗೊಳಿಸಿ ಮಹಿಳೆಗೆ ಥಳಿತ: [153, 1072, 792, 1140]
